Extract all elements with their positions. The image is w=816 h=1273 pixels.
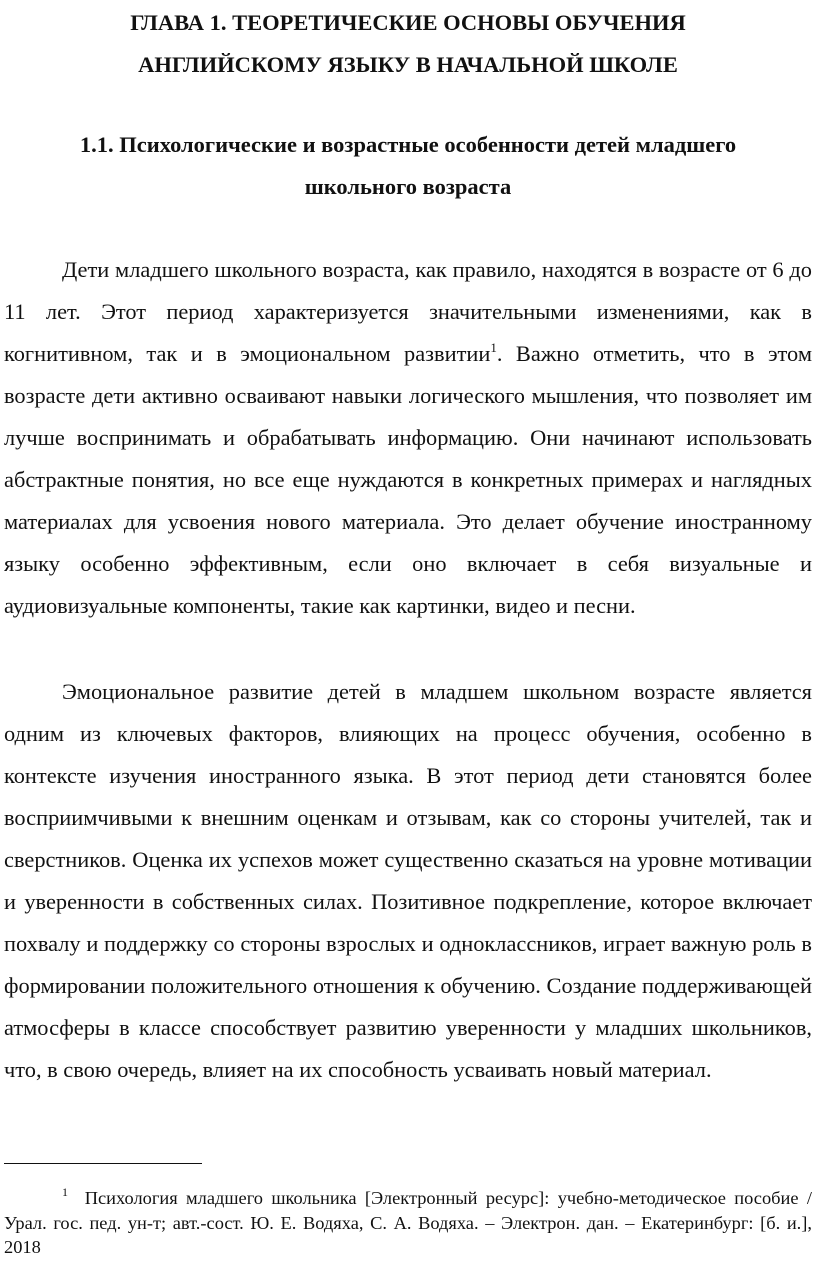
- footnote-separator: [4, 1163, 202, 1164]
- body-paragraph-1: [4, 249, 812, 627]
- body-paragraph-2: Эмоциональное развитие детей в младшем школьном возрасте является одним из ключевых факторов, влияющих на процесс обучения, особенно в контексте изучения иностранного языка. В этот период дети становятся более восприимчивыми к внешним оценкам и отзывам, как со стороны учителей, так и сверстников. Оценка их успехов может существенно сказаться на уровне мотивации и уверенности в собственных силах. Позитивное подкрепление, которое включает похвалу и поддержку со стороны взрослых и одноклассников, играет важную роль в формировании положительного отношения к обучению. Создание поддерживающей атмосферы в классе способствует развитию уверенности у младших школьников, что, в свою очередь, влияет на их способность усваивать новый материал.: [4, 679, 812, 1082]
- chapter-title-line-2: АНГЛИЙСКОМУ ЯЗЫКУ В НАЧАЛЬНОЙ ШКОЛЕ: [138, 52, 678, 77]
- paragraph-1-text-start: Дети младшего школьного возраста, как правило, находятся в возрасте от 6 до 11 лет. Этот период характеризуется значительными изменениями, как в когнитивном, так и в эмоциональном развитии: [4, 257, 812, 366]
- paragraph-1-text-end: . Важно отметить, что в этом возрасте дети активно осваивают навыки логического мышления, что позволяет им лучше воспринимать и обрабатывать информацию. Они начинают использовать абстрактные понятия, но все еще нуждаются в конкретных примерах и наглядных материалах для усвоения нового материала. Это делает обучение иностранному языку особенно эффективным, если оно включает в себя визуальные и аудиовизуальные компоненты, такие как картинки, видео и песни.: [4, 341, 812, 618]
- footnote-reference[interactable]: 1: [490, 340, 497, 355]
- section-title-line-1: 1.1. Психологические и возрастные особенности детей младшего: [79, 132, 737, 157]
- footnote-citation: Психология младшего школьника [Электронный ресурс]: учебно-методическое пособие / Урал. гос. пед. ун-т; авт.-сост. Ю. Е. Водяха, С. А. Водяха. – Электрон. дан. – Екатеринбург: [б. и.], 2018: [4, 1188, 812, 1257]
- footnote: [4, 1186, 812, 1260]
- section-title: [0, 124, 816, 208]
- footnote-text: [4, 1188, 812, 1257]
- section-title-line-2: школьного возраста: [304, 174, 512, 199]
- chapter-title: [0, 2, 816, 86]
- chapter-title-line-1: ГЛАВА 1. ТЕОРЕТИЧЕСКИЕ ОСНОВЫ ОБУЧЕНИЯ: [130, 10, 686, 35]
- footnote-number: 1: [62, 1185, 68, 1199]
